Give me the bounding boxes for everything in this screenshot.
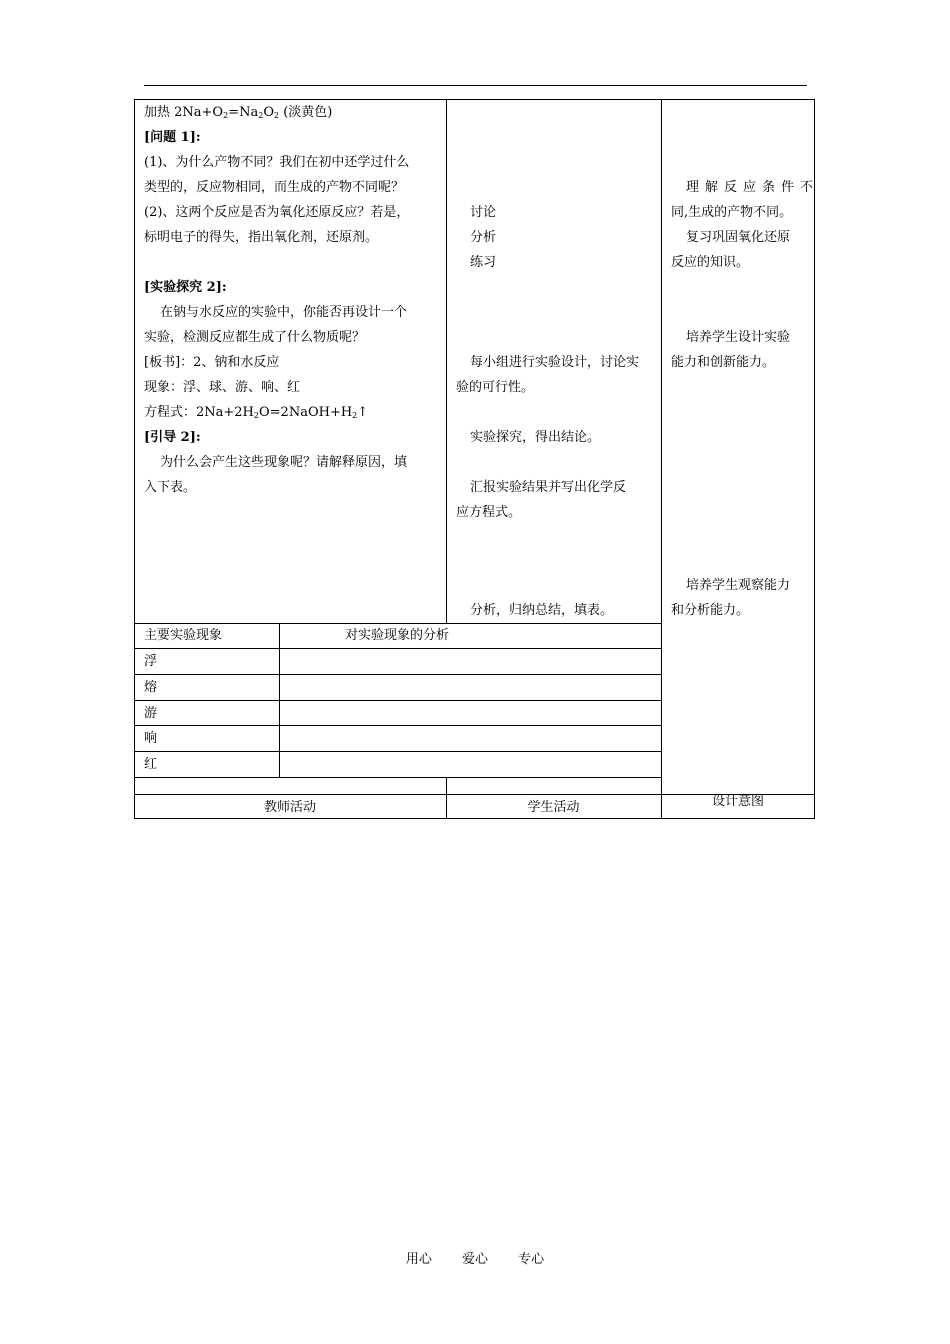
column-header-teacher: 教师活动 <box>263 800 316 815</box>
footer-word: 用心 <box>405 1252 432 1267</box>
inner-table-row-line <box>134 751 661 752</box>
footer-word: 专心 <box>518 1252 545 1267</box>
header-rule <box>144 85 807 86</box>
board-note: [板书]：2、钠和水反应 <box>144 355 280 370</box>
table-row-phenomenon: 响 <box>144 731 158 746</box>
experiment-2-line: 在钠与水反应的实验中，你能否再设计一个 <box>160 305 408 320</box>
inner-table-bottom <box>134 777 661 778</box>
inner-table-row-line <box>134 700 661 701</box>
table-row-phenomenon: 红 <box>144 757 158 772</box>
intent-line: 能力和创新能力。 <box>671 355 776 370</box>
intent-line: 和分析能力。 <box>671 603 750 618</box>
intent-line: 培养学生观察能力 <box>686 578 791 593</box>
table-row-phenomenon: 浮 <box>144 654 158 669</box>
equation-sodium-water: 方程式：$2Na+2H_2O=2NaOH+H_2↑$ <box>144 405 369 420</box>
column-divider-student-intent <box>661 99 662 819</box>
guide-2-line: 入下表。 <box>144 480 197 495</box>
phenomena-list: 现象：浮、球、游、响、红 <box>144 380 301 395</box>
guide-2-line: 为什么会产生这些现象呢？请解释原因，填 <box>160 455 408 470</box>
guide-2-title: [引导 2]: <box>144 430 201 445</box>
column-header-student: 学生活动 <box>527 800 580 815</box>
column-divider-teacher-student <box>446 99 447 623</box>
page-footer <box>0 1248 950 1267</box>
student-report-line: 汇报实验结果并写出化学反 <box>470 480 627 495</box>
student-discuss: 讨论 <box>470 205 497 220</box>
inner-table-row-line <box>134 725 661 726</box>
table-header-analysis: 对实验现象的分析 <box>345 628 450 643</box>
column-header-intent: 设计意图 <box>711 794 764 809</box>
inner-table-row-line <box>134 674 661 675</box>
table-row-phenomenon: 游 <box>144 706 158 721</box>
table-header-phenomenon: 主要实验现象 <box>144 628 223 643</box>
question-1-line: (2)、这两个反应是否为氧化还原反应？若是， <box>144 205 410 220</box>
equation-heating: 加热 $2Na+O_2=Na_2O_2$ (淡黄色) <box>144 105 333 120</box>
student-design-line: 每小组进行实验设计，讨论实 <box>470 355 640 370</box>
intent-line: 反应的知识。 <box>671 255 750 270</box>
student-practice: 练习 <box>470 255 497 270</box>
intent-line: 培养学生设计实验 <box>686 330 791 345</box>
footer-word: 爱心 <box>461 1252 488 1267</box>
experiment-2-title: [实验探究 2]: <box>144 280 227 295</box>
table-row-phenomenon: 熔 <box>144 680 158 695</box>
question-1-line: (1)、为什么产物不同？我们在初中还学过什么 <box>144 155 410 170</box>
student-report-line: 应方程式。 <box>456 505 522 520</box>
student-design-line: 验的可行性。 <box>456 380 535 395</box>
question-1-line: 标明电子的得失，指出氧化剂，还原剂。 <box>144 230 379 245</box>
question-1-line: 类型的，反应物相同，而生成的产物不同呢？ <box>144 180 405 195</box>
student-summary: 分析，归纳总结，填表。 <box>470 603 614 618</box>
intent-line: 理解反应条件不 <box>686 180 820 195</box>
intent-line: 同,生成的产物不同。 <box>671 205 793 220</box>
experiment-2-line: 实验，检测反应都生成了什么物质呢？ <box>144 330 366 345</box>
inner-table-row-line <box>134 648 661 649</box>
student-explore: 实验探究，得出结论。 <box>470 430 601 445</box>
student-analyze: 分析 <box>470 230 497 245</box>
question-1-title: [问题 1]: <box>144 130 201 145</box>
intent-line: 复习巩固氧化还原 <box>686 230 791 245</box>
